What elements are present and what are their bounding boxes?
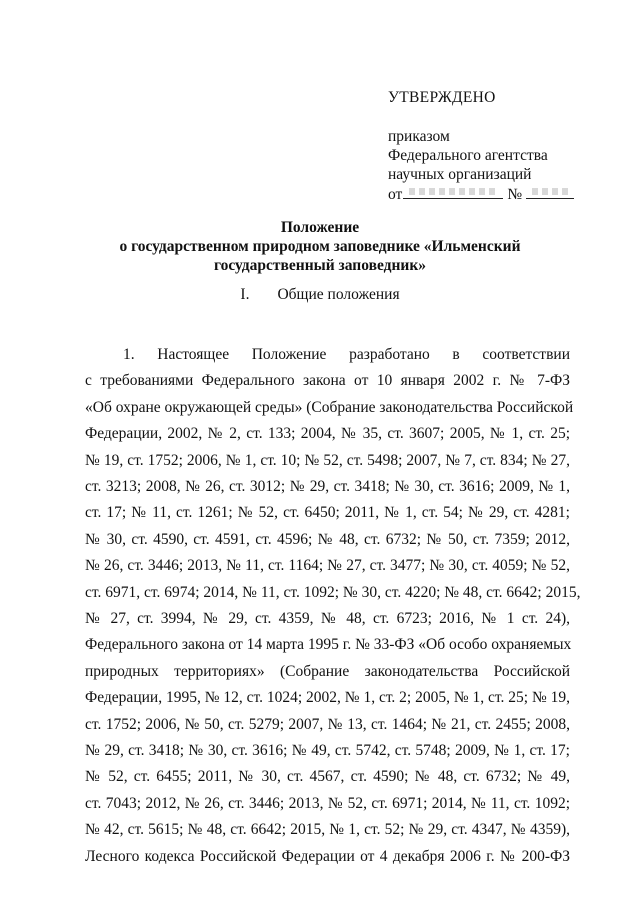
paragraph-line: Лесного кодекса Российской Федерации от 4 декабря 2006 г. № 200-ФЗ	[85, 847, 570, 865]
section-title: Общие положения	[277, 286, 400, 303]
paragraph-line: природных территориях» (Собрание законодательства Российской	[85, 662, 570, 680]
section-heading	[0, 286, 640, 304]
title-line: Положение	[280, 219, 360, 236]
paragraph-line: Федерального закона от 14 марта 1995 г. № 33-ФЗ «Об особо охраняемых	[85, 636, 572, 654]
approval-line: Федерального агентства	[388, 147, 548, 164]
approval-date-number-row	[388, 184, 574, 204]
paragraph-line: ст. 3213; 2008, № 26, ст. 3012; № 29, ст. 3418; № 30, ст. 3616; 2009, № 1,	[85, 478, 570, 495]
paragraph-line: № 26, ст. 3446; 2013, № 11, ст. 1164; № 27, ст. 3477; № 30, ст. 4059; № 52,	[85, 557, 570, 575]
paragraph-line: ст. 6971, ст. 6974; 2014, № 11, ст. 1092; № 30, ст. 4220; № 48, ст. 6642; 2015,	[85, 583, 581, 601]
paragraph-line: с требованиями Федерального закона от 10 января 2002 г. № 7-ФЗ	[85, 372, 570, 390]
paragraph-line: № 42, ст. 5615; № 48, ст. 6642; 2015, № 1, ст. 52; № 29, ст. 4347, № 4359),	[85, 821, 570, 839]
approval-line: приказом	[388, 128, 450, 145]
document-title	[0, 218, 640, 275]
paragraph-line: № 52, ст. 6455; 2011, № 30, ст. 4567, ст. 4590; № 48, ст. 6732; № 49,	[85, 768, 570, 786]
paragraph-line: 1. Настоящее Положение разработано в соответствии	[123, 346, 570, 363]
paragraph-line: ст. 1752; 2006, № 50, ст. 5279; 2007, № 13, ст. 1464; № 21, ст. 2455; 2008,	[85, 715, 570, 733]
paragraph-line: ст. 7043; 2012, № 26, ст. 3446; 2013, № 52, ст. 6971; 2014, № 11, ст. 1092;	[85, 794, 570, 812]
date-field	[403, 184, 503, 199]
approval-stamp	[388, 88, 574, 204]
order-number-field	[526, 184, 574, 199]
paragraph-line: Федерации, 1995, № 12, ст. 1024; 2002, № 1, ст. 2; 2005, № 1, ст. 25; № 19,	[85, 689, 570, 707]
paragraph-line: № 30, ст. 4590, ст. 4591, ст. 4596; № 48, ст. 6732; № 50, ст. 7359; 2012,	[85, 530, 570, 548]
section-number: I.	[240, 286, 250, 303]
paragraph-line: «Об охране окружающей среды» (Собрание законодательства Российской	[85, 398, 574, 416]
paragraph-line: Федерации, 2002, № 2, ст. 133; 2004, № 35, ст. 3607; 2005, № 1, ст. 25;	[85, 425, 570, 443]
approval-line: научных организаций	[388, 166, 532, 183]
title-line: государственный заповедник»	[213, 257, 427, 274]
number-label: №	[507, 186, 523, 203]
title-line: о государственном природном заповеднике «Ильменский	[119, 238, 521, 255]
date-label: от	[388, 186, 403, 203]
paragraph-line: № 19, ст. 1752; 2006, № 1, ст. 10; № 52, ст. 5498; 2007, № 7, ст. 834; № 27,	[85, 451, 570, 469]
paragraph-line: № 29, ст. 3418; № 30, ст. 3616; № 49, ст. 5742, ст. 5748; 2009, № 1, ст. 17;	[85, 742, 570, 759]
paragraph-line: ст. 17; № 11, ст. 1261; № 52, ст. 6450; 2011, № 1, ст. 54; № 29, ст. 4281;	[85, 504, 570, 522]
paragraph-line: № 27, ст. 3994, № 29, ст. 4359, № 48, ст. 6723; 2016, № 1 ст. 24),	[85, 610, 570, 627]
approval-heading: УТВЕРЖДЕНО	[388, 89, 496, 106]
